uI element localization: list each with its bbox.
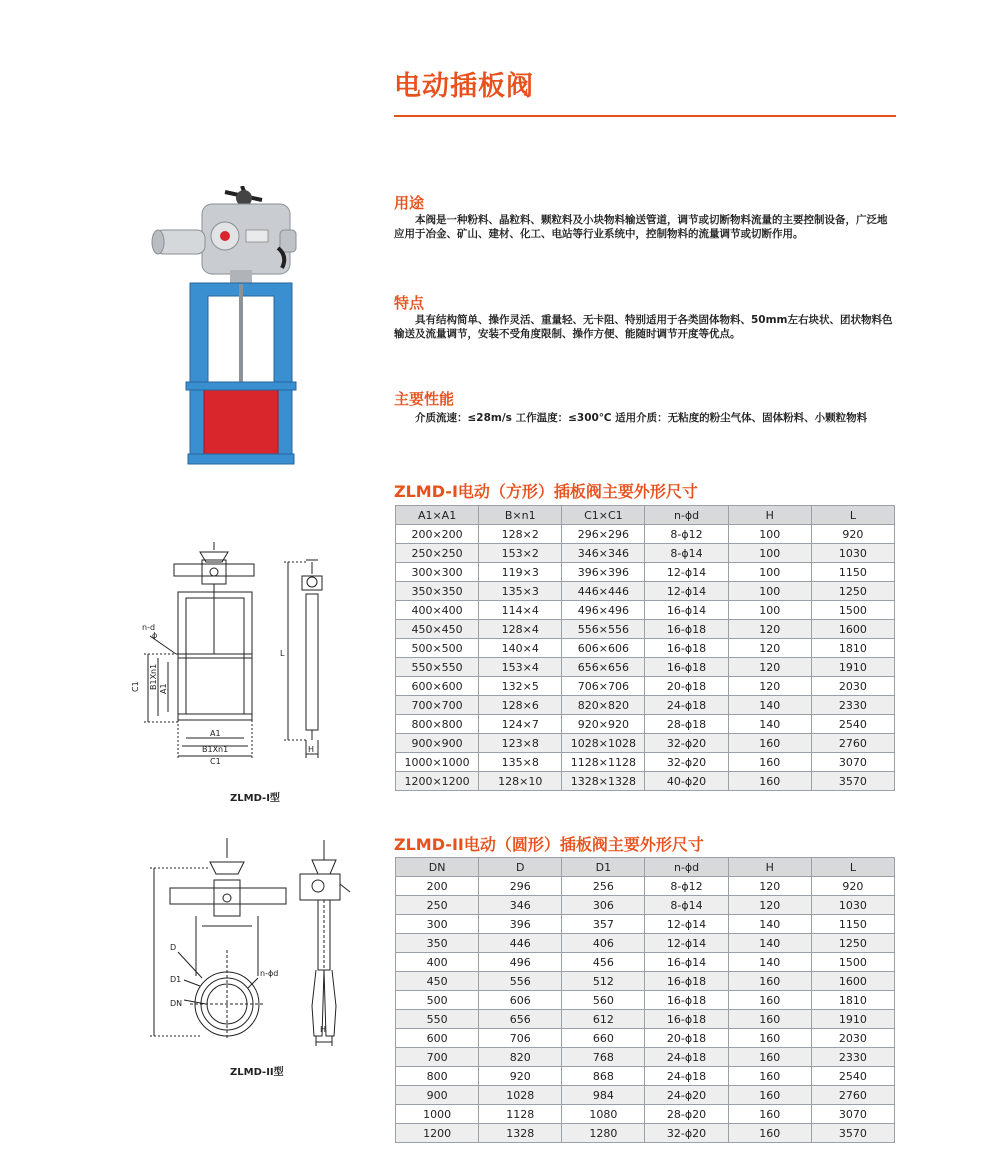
table-cell: 128×10 [479,772,562,791]
table-row [396,896,895,915]
table-cell: 1600 [811,972,894,991]
table-row [396,620,895,639]
table-cell: 1150 [811,563,894,582]
table-cell: 100 [728,525,811,544]
table-cell: 300×300 [396,563,479,582]
table-cell: 1128×1128 [562,753,645,772]
table-cell: 250 [396,896,479,915]
table-cell: 2540 [811,1067,894,1086]
col-header: DN [396,858,479,877]
table-cell: 16-ϕ18 [645,972,728,991]
table-cell: 700 [396,1048,479,1067]
table-cell: 128×4 [479,620,562,639]
table-cell: 656×656 [562,658,645,677]
table-cell: 16-ϕ18 [645,1010,728,1029]
table-cell: 1328 [479,1124,562,1143]
table-row [396,582,895,601]
table-cell: 612 [562,1010,645,1029]
table-cell: 8-ϕ14 [645,544,728,563]
label-dn: DN [170,999,183,1008]
table-cell: 12-ϕ14 [645,915,728,934]
table-cell: 160 [728,734,811,753]
product-photo [150,186,310,476]
table-cell: 2760 [811,1086,894,1105]
table-cell: 100 [728,582,811,601]
label-nd: n-d [142,623,156,632]
table-cell: 160 [728,1086,811,1105]
table-cell: 296 [479,877,562,896]
table-cell: 456 [562,953,645,972]
table-row [396,972,895,991]
table-header-row [396,506,895,525]
table-cell: 160 [728,753,811,772]
table-cell: 1000×1000 [396,753,479,772]
table-cell: 2030 [811,677,894,696]
title-underline [394,115,896,117]
table-row [396,1067,895,1086]
table-row [396,696,895,715]
table-cell: 700×700 [396,696,479,715]
table-cell: 920 [811,877,894,896]
table-cell: 1500 [811,953,894,972]
table-cell: 300 [396,915,479,934]
table-row [396,639,895,658]
col-header: B×n1 [479,506,562,525]
table-cell: 1250 [811,934,894,953]
table-cell: 296×296 [562,525,645,544]
label-phi: ϕ [152,631,158,640]
table-cell: 200 [396,877,479,896]
table-cell: 820 [479,1048,562,1067]
table-cell: 656 [479,1010,562,1029]
table-cell: 560 [562,991,645,1010]
table-cell: 123×8 [479,734,562,753]
table-cell: 140 [728,915,811,934]
col-header: H [728,506,811,525]
table-cell: 500×500 [396,639,479,658]
table-cell: 153×4 [479,658,562,677]
front-view [150,838,286,1040]
col-header: H [728,858,811,877]
table-cell: 24-ϕ18 [645,1048,728,1067]
label-c1-horizontal: C1 [210,757,221,766]
table-cell: 160 [728,1105,811,1124]
table-cell: 160 [728,1124,811,1143]
label-c1-vertical: C1 [131,681,140,692]
table-row [396,915,895,934]
table-cell: 12-ϕ14 [645,563,728,582]
table-cell: 550 [396,1010,479,1029]
table-row [396,525,895,544]
col-header: L [811,858,894,877]
table-cell: 357 [562,915,645,934]
table2-round-dimensions [395,857,895,1143]
table-cell: 120 [728,639,811,658]
table-row [396,753,895,772]
table-row [396,544,895,563]
table-cell: 920 [479,1067,562,1086]
table-cell: 1250 [811,582,894,601]
table-cell: 1910 [811,1010,894,1029]
table-cell: 606 [479,991,562,1010]
table-cell: 1600 [811,620,894,639]
table-header-row [396,858,895,877]
section-text-usage: 本阀是一种粉料、晶粒料、颗粒料及小块物料输送管道，调节或切断物料流量的主要控制设备，广泛地应用于冶金、矿山、建材、化工、电站等行业系统中，控制物料的流量调节或切断作用。 [394,214,888,240]
table-row [396,601,895,620]
col-header: D [479,858,562,877]
table-cell: 12-ϕ14 [645,934,728,953]
table-cell: 550×550 [396,658,479,677]
table-cell: 120 [728,896,811,915]
table-cell: 606×606 [562,639,645,658]
label-d1: D1 [170,975,182,984]
table-cell: 920×920 [562,715,645,734]
table-cell: 153×2 [479,544,562,563]
side-view [300,840,350,1046]
table-cell: 400×400 [396,601,479,620]
label-nd: n-ϕd [260,969,279,978]
table-cell: 2330 [811,1048,894,1067]
label-d: D [170,943,177,952]
table-cell: 2330 [811,696,894,715]
table-cell: 1810 [811,991,894,1010]
table-cell: 100 [728,563,811,582]
table-cell: 114×4 [479,601,562,620]
table-cell: 16-ϕ18 [645,639,728,658]
table-cell: 12-ϕ14 [645,582,728,601]
table-cell: 346 [479,896,562,915]
table-row [396,1048,895,1067]
table-cell: 706 [479,1029,562,1048]
table-cell: 1280 [562,1124,645,1143]
table-cell: 28-ϕ20 [645,1105,728,1124]
table-row [396,1086,895,1105]
section-text-features: 具有结构简单、操作灵活、重量轻、无卡阻、特别适用于各类固体物料、50mm左右块状、团状物料色输送及流量调节，安装不受角度限制、操作方便、能随时调节开度等优点。 [394,314,893,340]
table-cell: 140 [728,934,811,953]
table-cell: 920 [811,525,894,544]
table-cell: 100 [728,601,811,620]
table-cell: 20-ϕ18 [645,677,728,696]
table-cell: 160 [728,991,811,1010]
table-cell: 120 [728,877,811,896]
table-cell: 160 [728,1067,811,1086]
table-cell: 350×350 [396,582,479,601]
table-cell: 1910 [811,658,894,677]
table-cell: 160 [728,1029,811,1048]
table-cell: 28-ϕ18 [645,715,728,734]
table-cell: 2540 [811,715,894,734]
label-bxn1-horizontal: B1Xn1 [202,745,229,754]
table-cell: 132×5 [479,677,562,696]
table-cell: 1000 [396,1105,479,1124]
table-cell: 119×3 [479,563,562,582]
table-cell: 2760 [811,734,894,753]
table-cell: 1030 [811,544,894,563]
table-cell: 16-ϕ18 [645,620,728,639]
table-cell: 32-ϕ20 [645,1124,728,1143]
table-cell: 1500 [811,601,894,620]
table-cell: 600×600 [396,677,479,696]
caption-zlmd-1: ZLMD-I型 [230,793,280,804]
table-cell: 160 [728,972,811,991]
table-cell: 8-ϕ14 [645,896,728,915]
side-view [284,560,322,758]
table-cell: 200×200 [396,525,479,544]
label-h: H [320,1025,327,1034]
label-l: L [280,649,285,658]
section-text-performance: 介质流速：≤28m/s 工作温度：≤300℃ 适用介质：无粘度的粉尘气体、固体粉料、小颗粒物料 [415,412,868,424]
table-cell: 16-ϕ18 [645,991,728,1010]
col-header: n-ϕd [645,858,728,877]
section-heading-usage: 用途 [394,194,425,212]
table-cell: 1080 [562,1105,645,1124]
table-cell: 3070 [811,1105,894,1124]
table-cell: 128×6 [479,696,562,715]
label-a1-horizontal: A1 [210,729,221,738]
table-cell: 16-ϕ14 [645,953,728,972]
table-cell: 396×396 [562,563,645,582]
caption-zlmd-2: ZLMD-II型 [230,1067,284,1078]
table-cell: 1328×1328 [562,772,645,791]
table-cell: 3570 [811,772,894,791]
table-cell: 124×7 [479,715,562,734]
section-heading-features: 特点 [394,294,425,312]
table-cell: 140 [728,953,811,972]
table-cell: 8-ϕ12 [645,525,728,544]
table-cell: 406 [562,934,645,953]
table-cell: 120 [728,677,811,696]
table-row [396,734,895,753]
table-cell: 120 [728,620,811,639]
table-cell: 1200×1200 [396,772,479,791]
table-cell: 160 [728,1010,811,1029]
table2-title: ZLMD-II电动（圆形）插板阀主要外形尺寸 [394,835,704,854]
table-cell: 900×900 [396,734,479,753]
table-cell: 820×820 [562,696,645,715]
table-cell: 660 [562,1029,645,1048]
front-view [144,542,254,760]
table-cell: 350 [396,934,479,953]
table-cell: 450 [396,972,479,991]
table-cell: 1028 [479,1086,562,1105]
table-cell: 16-ϕ18 [645,658,728,677]
table-cell: 868 [562,1067,645,1086]
label-bxn1-vertical: B1Xn1 [149,663,158,690]
table-cell: 8-ϕ12 [645,877,728,896]
table-cell: 1030 [811,896,894,915]
table-cell: 400 [396,953,479,972]
col-header: n-ϕd [645,506,728,525]
col-header: C1×C1 [562,506,645,525]
table-cell: 140 [728,696,811,715]
table-row [396,1105,895,1124]
table-cell: 768 [562,1048,645,1067]
col-header: D1 [562,858,645,877]
table-cell: 24-ϕ18 [645,1067,728,1086]
table-cell: 496 [479,953,562,972]
table-cell: 128×2 [479,525,562,544]
table-cell: 160 [728,1048,811,1067]
table-cell: 1128 [479,1105,562,1124]
table-cell: 16-ϕ14 [645,601,728,620]
table-cell: 306 [562,896,645,915]
table-row [396,934,895,953]
table-cell: 24-ϕ18 [645,696,728,715]
table-cell: 1200 [396,1124,479,1143]
table-cell: 556×556 [562,620,645,639]
table-cell: 250×250 [396,544,479,563]
table-cell: 24-ϕ20 [645,1086,728,1105]
table-row [396,658,895,677]
table-cell: 135×8 [479,753,562,772]
drawing-zlmd-2 [140,830,360,1056]
table-cell: 3070 [811,753,894,772]
label-a1-vertical: A1 [159,683,168,694]
col-header: L [811,506,894,525]
table-cell: 3570 [811,1124,894,1143]
table-cell: 450×450 [396,620,479,639]
table-row [396,677,895,696]
table-row [396,563,895,582]
table-cell: 100 [728,544,811,563]
table-row [396,991,895,1010]
table-cell: 40-ϕ20 [645,772,728,791]
table-cell: 1810 [811,639,894,658]
table-cell: 1028×1028 [562,734,645,753]
table-cell: 32-ϕ20 [645,734,728,753]
col-header: A1×A1 [396,506,479,525]
table-cell: 256 [562,877,645,896]
table-cell: 446×446 [562,582,645,601]
table-cell: 600 [396,1029,479,1048]
table-cell: 556 [479,972,562,991]
table-row [396,953,895,972]
table-cell: 496×496 [562,601,645,620]
table-cell: 446 [479,934,562,953]
label-h: H [308,745,315,754]
table-row [396,877,895,896]
table-cell: 32-ϕ20 [645,753,728,772]
table-cell: 346×346 [562,544,645,563]
table-row [396,715,895,734]
section-heading-performance: 主要性能 [394,390,455,408]
table-row [396,772,895,791]
table-cell: 2030 [811,1029,894,1048]
table-cell: 500 [396,991,479,1010]
table-cell: 20-ϕ18 [645,1029,728,1048]
table-cell: 160 [728,772,811,791]
table-cell: 140×4 [479,639,562,658]
table-cell: 800 [396,1067,479,1086]
table-cell: 900 [396,1086,479,1105]
table-cell: 984 [562,1086,645,1105]
table-cell: 135×3 [479,582,562,601]
page-title: 电动插板阀 [394,71,534,102]
table-cell: 800×800 [396,715,479,734]
table-cell: 512 [562,972,645,991]
table-row [396,1029,895,1048]
table-row [396,1010,895,1029]
table1-square-dimensions [395,505,895,791]
table-cell: 1150 [811,915,894,934]
table-row [396,1124,895,1143]
table-cell: 706×706 [562,677,645,696]
table-cell: 120 [728,658,811,677]
table-cell: 396 [479,915,562,934]
table1-title: ZLMD-I电动（方形）插板阀主要外形尺寸 [394,482,698,501]
table-cell: 140 [728,715,811,734]
drawing-zlmd-1 [130,540,350,775]
